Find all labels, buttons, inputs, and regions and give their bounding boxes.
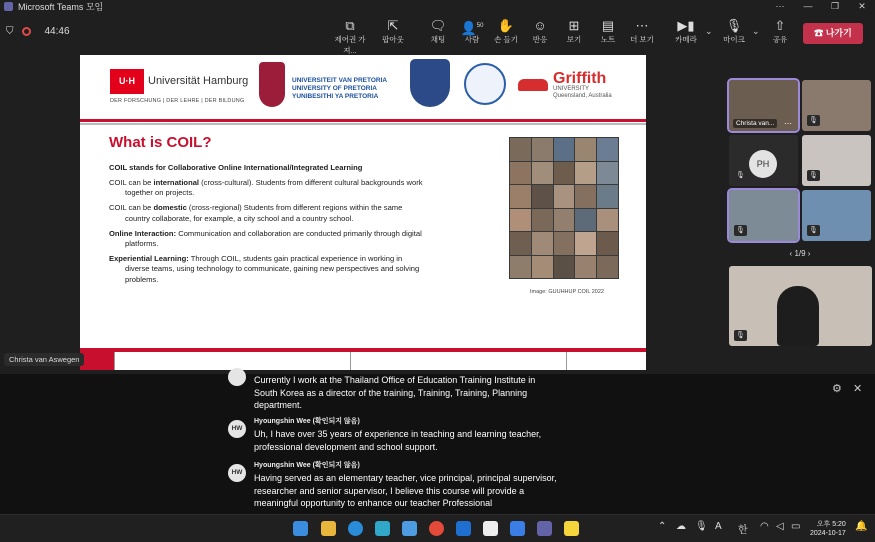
share-icon: ⇧	[774, 18, 786, 33]
clock-date: 2024-10-17	[810, 530, 846, 537]
react-icon: ☺	[533, 18, 547, 33]
collage-cell	[597, 138, 618, 161]
battery-icon[interactable]: ▭	[791, 521, 801, 532]
more-button[interactable]	[620, 18, 664, 45]
notification-bell-icon[interactable]: 🔔	[855, 521, 868, 532]
self-video-tile[interactable]	[729, 266, 872, 346]
view-label: 보기	[566, 35, 582, 44]
collage-cell	[575, 256, 596, 279]
edge-icon[interactable]	[348, 521, 363, 536]
collage-cell	[554, 162, 575, 185]
caption-entry	[254, 417, 624, 453]
collage-cell	[575, 162, 596, 185]
clock-time: 오후 5:20	[816, 521, 846, 528]
griffith-name: Griffith	[553, 70, 607, 87]
participant-tile[interactable]	[729, 80, 798, 131]
p2-cont: country collaborate, for example, a city school and a country school.	[125, 213, 354, 223]
mic-off-icon: 🎙	[807, 115, 820, 126]
next-page-icon[interactable]: ›	[805, 249, 811, 258]
notes-label: 노트	[600, 35, 616, 44]
collage-cell	[532, 256, 553, 279]
speaker-avatar	[228, 368, 246, 386]
collage-cell	[510, 185, 531, 208]
mic-tray-icon[interactable]: 🎙	[695, 521, 708, 532]
speaker-name: Hyoungshin Wee (확인되지 않음)	[254, 462, 360, 469]
p4-cont-1: diverse teams, using technology to communicate, gaining new perspectives and solving	[125, 264, 420, 274]
caption-line: Having served as an elementary teacher, vice principal, principal supervisor,	[254, 473, 557, 483]
participant-tile[interactable]	[802, 190, 871, 241]
p3-cont: platforms.	[125, 238, 159, 248]
bullet-online-interaction	[109, 229, 459, 250]
presenter-name-tag: Christa van Aswegen	[4, 353, 84, 366]
participant-tile[interactable]	[729, 190, 798, 241]
chrome-icon[interactable]	[429, 521, 444, 536]
caption-line: professional development and school support.	[254, 441, 438, 452]
popout-button[interactable]	[371, 18, 415, 45]
p2-pre: COIL can be	[109, 203, 154, 213]
notion-icon[interactable]	[483, 521, 498, 536]
more-options-icon[interactable]: ⋯	[784, 119, 792, 128]
collage-cell	[597, 209, 618, 232]
kakaotalk-icon[interactable]	[564, 521, 579, 536]
p1-pre: COIL can be	[109, 177, 154, 187]
collage-cell	[510, 232, 531, 255]
raise-hand-label: 손 들기	[494, 35, 518, 44]
window-title: Microsoft Teams 모임	[18, 1, 104, 12]
take-control-button[interactable]	[328, 18, 372, 56]
app-icon[interactable]	[402, 521, 417, 536]
speaker-avatar: HW	[228, 420, 246, 438]
meeting-toolbar	[0, 12, 875, 54]
ime-hangul-indicator[interactable]: 한	[738, 525, 748, 536]
view-icon: ⊞	[568, 18, 580, 33]
collage-cell	[532, 138, 553, 161]
speaker-name: Hyoungshin Wee (확인되지 않음)	[254, 418, 360, 425]
mic-off-icon: 🎙	[725, 18, 743, 33]
collage-cell	[554, 256, 575, 279]
footer-stripe	[80, 348, 646, 352]
pretoria-crest-icon	[259, 62, 285, 107]
header-divider-grey	[80, 123, 646, 125]
video-collage-image	[509, 137, 619, 279]
griffith-logo-icon	[518, 79, 548, 91]
participant-avatar: PH	[749, 150, 777, 178]
file-explorer-icon[interactable]	[321, 521, 336, 536]
bullet-international	[109, 178, 459, 199]
shared-slide	[80, 55, 646, 370]
collage-cell	[554, 185, 575, 208]
maximize-button[interactable]: ❐	[830, 1, 840, 11]
popout-icon: ⇱	[387, 18, 399, 33]
caption-line: Currently I work at the Thailand Office of Education Training Institute in	[254, 375, 536, 385]
slide-logos	[80, 55, 646, 118]
bullet-domestic	[109, 203, 459, 224]
pretoria-line-2: UNIVERSITY OF PRETORIA	[292, 85, 377, 92]
leave-button[interactable]	[803, 23, 863, 44]
slide-body	[109, 163, 459, 290]
cloud-icon: ☁	[676, 521, 686, 532]
image-caption: Image: GUUHHUP COIL 2022	[530, 289, 604, 295]
raise-hand-icon: ✋	[497, 18, 515, 33]
collage-cell	[532, 209, 553, 232]
more-icon: ⋯	[635, 18, 649, 33]
caption-entry	[254, 461, 624, 510]
uhh-logo: U·H	[110, 69, 144, 94]
collage-cell	[532, 162, 553, 185]
title-bar	[0, 0, 875, 12]
institute-seal-icon	[464, 63, 506, 105]
page-indicator: 1/9	[794, 249, 806, 258]
camera-options-chevron-icon[interactable]: ⌄	[705, 26, 713, 36]
leave-label: 나가기	[825, 28, 852, 38]
participant-pager	[780, 249, 820, 258]
pretoria-line-1: UNIVERSITEIT VAN PRETORIA	[292, 77, 388, 84]
mic-off-icon: 🎙	[807, 170, 820, 181]
slide-title: What is COIL?	[109, 134, 212, 151]
teams-icon[interactable]	[537, 521, 552, 536]
meeting-timer: 44:46	[44, 26, 70, 37]
app-icon[interactable]	[375, 521, 390, 536]
system-clock[interactable]	[810, 520, 846, 538]
react-label: 반응	[532, 35, 548, 44]
participant-name: Christa van...	[733, 119, 777, 128]
participant-tile[interactable]	[802, 80, 871, 131]
uhh-subtitle: DER FORSCHUNG | DER LEHRE | DER BILDUNG	[110, 98, 245, 104]
popout-label: 팝아웃	[382, 35, 404, 44]
p1-bold: international	[153, 177, 200, 187]
camera-icon: ▶▮	[677, 18, 695, 33]
more-label: 더 보기	[630, 35, 654, 44]
chat-label: 채팅	[430, 35, 446, 44]
collage-cell	[597, 256, 618, 279]
collage-cell	[510, 162, 531, 185]
collage-cell	[575, 232, 596, 255]
people-count-badge: 50	[476, 23, 484, 29]
mic-button[interactable]	[712, 18, 756, 45]
collage-cell	[597, 162, 618, 185]
collage-cell	[532, 185, 553, 208]
minimize-button[interactable]: —	[803, 1, 813, 11]
tray-chevron-icon[interactable]: ⌃	[658, 521, 667, 532]
p3-post: Communication and collaboration are conducted primarily through digital	[176, 228, 422, 238]
header-divider	[80, 119, 646, 122]
speaker-avatar: HW	[228, 464, 246, 482]
participant-tile[interactable]	[802, 135, 871, 186]
window-more-button[interactable]: ⋯	[775, 1, 785, 11]
pretoria-name	[292, 77, 387, 101]
p4-cont-2: problems.	[125, 274, 159, 284]
notes-icon: ▤	[601, 18, 615, 33]
camera-label: 카메라	[675, 35, 697, 44]
griffith-sub-line-1: UNIVERSITY	[553, 86, 590, 92]
captions-settings-icon[interactable]: ⚙	[832, 383, 842, 395]
bullet-experiential-learning	[109, 254, 459, 285]
windows-taskbar	[0, 514, 875, 542]
share-label: 공유	[772, 35, 788, 44]
take-control-label: 제어권 가져...	[334, 35, 366, 55]
collage-cell	[510, 138, 531, 161]
captions-close-icon[interactable]: ✕	[853, 383, 863, 395]
griffith-subtitle	[553, 86, 612, 100]
people-icon: 👤$^{50}$	[460, 20, 484, 36]
uhh-name: Universität Hamburg	[148, 75, 249, 87]
mic-off-icon: 🎙	[734, 170, 747, 181]
mic-off-icon: 🎙	[734, 330, 747, 341]
volume-icon[interactable]: ◁	[776, 521, 784, 532]
chat-icon: 🗨	[429, 18, 447, 33]
phone-hangup-icon: ☎	[814, 28, 826, 38]
p4-post: Through COIL, students gain practical experience in working in	[188, 253, 403, 263]
p2-bold: domestic	[153, 203, 187, 213]
university-seal-icon	[410, 59, 450, 107]
person-silhouette	[777, 286, 819, 346]
collage-cell	[510, 256, 531, 279]
teams-logo-icon	[4, 2, 13, 11]
griffith-sub-line-2: Queensland, Australia	[553, 93, 612, 99]
app-icon[interactable]	[510, 521, 525, 536]
app-icon[interactable]	[456, 521, 471, 536]
ime-mode-indicator[interactable]: A	[715, 521, 722, 532]
collage-cell	[575, 185, 596, 208]
start-icon[interactable]	[293, 521, 308, 536]
share-button[interactable]	[758, 18, 802, 45]
wifi-icon[interactable]: ◠	[760, 521, 769, 532]
collage-cell	[597, 232, 618, 255]
slide-footer-bar	[80, 348, 646, 370]
coil-definition: COIL stands for Collaborative Online International/Integrated Learning	[109, 163, 363, 172]
mic-label: 마이크	[723, 35, 745, 44]
p1-cont: together on projects.	[125, 188, 195, 198]
pretoria-line-3: YUNIBESITHI YA PRETORIA	[292, 93, 379, 100]
caption-entry	[254, 374, 624, 412]
p3-bold: Online Interaction:	[109, 228, 177, 238]
caption-line: South Korea as a director of the training, Training, Training, Planning	[254, 387, 528, 398]
people-label: 사람	[464, 35, 480, 44]
mic-off-icon: 🎙	[807, 225, 820, 236]
live-captions-panel	[0, 374, 875, 514]
mic-off-icon: 🎙	[734, 225, 747, 236]
close-window-button[interactable]: ✕	[858, 1, 866, 11]
mic-options-chevron-icon[interactable]: ⌄	[752, 26, 760, 36]
share-control-icon: ⧉	[345, 18, 355, 33]
p2-post: (cross-regional) Students from different regions within the same	[186, 203, 403, 213]
p1-post: (cross-cultural). Students from different cultural backgrounds work	[199, 177, 423, 187]
collage-cell	[597, 185, 618, 208]
collage-cell	[532, 232, 553, 255]
caption-line: researcher and senior supervisor, I believe this course will provide a	[254, 485, 525, 496]
collage-cell	[575, 209, 596, 232]
caption-line: department.	[254, 400, 303, 410]
collage-cell	[554, 232, 575, 255]
prev-page-icon[interactable]: ‹	[789, 249, 795, 258]
shield-icon: ⛉	[6, 26, 14, 37]
caption-line: meaningful opportunity to enhance our teacher Professional	[254, 498, 493, 508]
camera-button[interactable]	[664, 18, 708, 45]
collage-cell	[554, 209, 575, 232]
caption-line: Uh, I have over 35 years of experience in teaching and learning teacher,	[254, 429, 542, 439]
p4-bold: Experiential Learning:	[109, 253, 189, 263]
collage-cell	[510, 209, 531, 232]
collage-cell	[554, 138, 575, 161]
collage-cell	[575, 138, 596, 161]
recording-icon	[22, 27, 31, 36]
